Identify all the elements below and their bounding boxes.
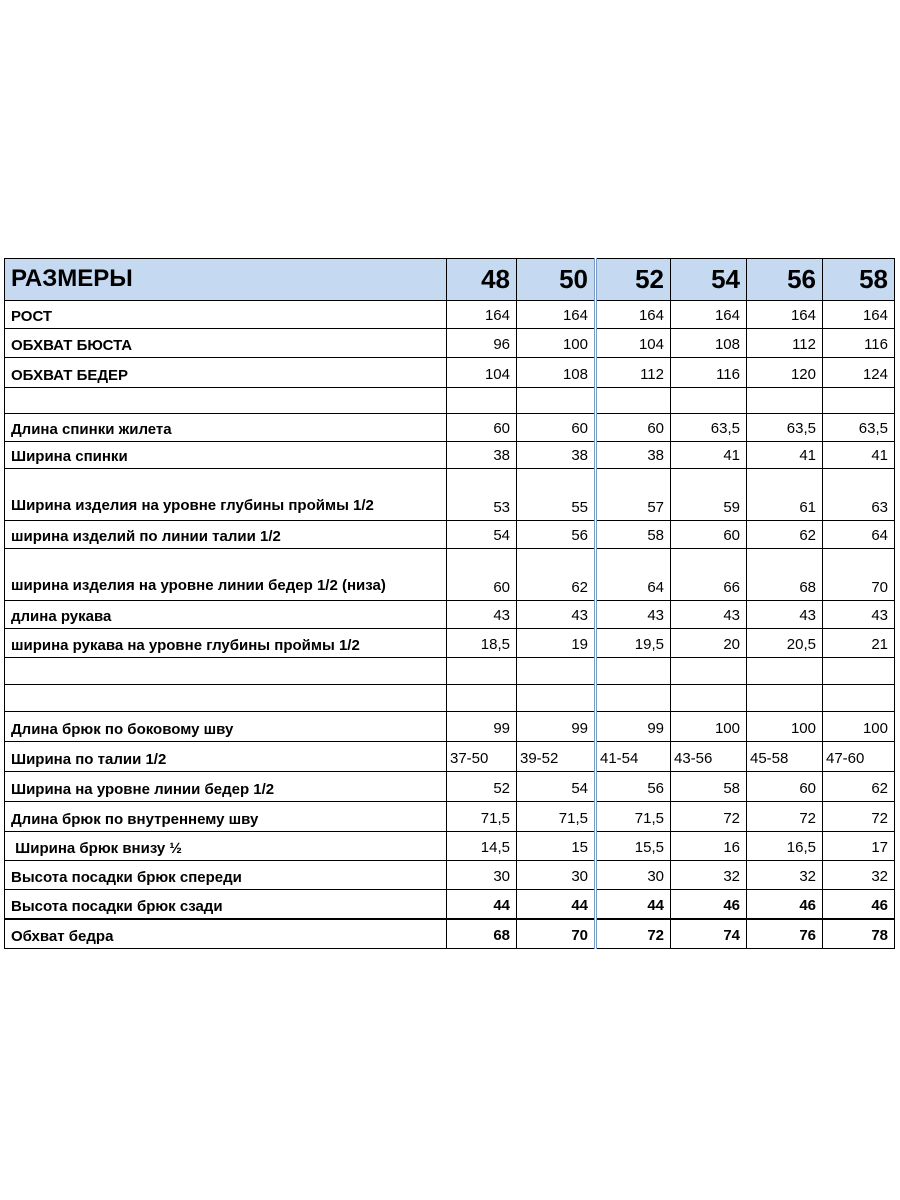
- table-row: [5, 658, 895, 685]
- table-row: [5, 919, 895, 949]
- cell: 116: [823, 329, 895, 358]
- cell: 100: [823, 712, 895, 742]
- cell: 38: [517, 442, 596, 469]
- cell: 108: [517, 358, 596, 388]
- cell: [596, 658, 671, 685]
- table-row: [5, 712, 895, 742]
- table-row: [5, 521, 895, 549]
- cell: [747, 685, 823, 712]
- cell: 99: [517, 712, 596, 742]
- row-label: ОБХВАТ БЕДЕР: [5, 358, 447, 388]
- cell: 112: [747, 329, 823, 358]
- size-header: 56: [747, 259, 823, 301]
- table-row: [5, 388, 895, 414]
- cell: 32: [671, 861, 747, 890]
- cell: 19,5: [596, 629, 671, 658]
- table-row: [5, 442, 895, 469]
- size-chart-table: [4, 258, 895, 949]
- cell: 164: [447, 301, 517, 329]
- cell: 54: [447, 521, 517, 549]
- cell: 43: [823, 601, 895, 629]
- cell: [671, 388, 747, 414]
- header-row: [5, 259, 895, 301]
- table-row: [5, 601, 895, 629]
- cell: 72: [671, 802, 747, 832]
- cell: 60: [447, 549, 517, 601]
- cell: [447, 388, 517, 414]
- table-row: [5, 329, 895, 358]
- cell: 72: [747, 802, 823, 832]
- cell: 45-58: [747, 742, 823, 772]
- cell: 43: [747, 601, 823, 629]
- cell: 58: [596, 521, 671, 549]
- cell: 71,5: [447, 802, 517, 832]
- row-label: Ширина по талии 1/2: [5, 742, 447, 772]
- cell: 70: [823, 549, 895, 601]
- table-row: [5, 301, 895, 329]
- row-label: Ширина на уровне линии бедер 1/2: [5, 772, 447, 802]
- cell: 74: [671, 919, 747, 949]
- cell: [517, 658, 596, 685]
- cell: 47-60: [823, 742, 895, 772]
- cell: 43: [517, 601, 596, 629]
- cell: 43: [671, 601, 747, 629]
- row-label: Длина спинки жилета: [5, 414, 447, 442]
- cell: 100: [747, 712, 823, 742]
- row-label: ширина изделий по линии талии 1/2: [5, 521, 447, 549]
- table-row: [5, 414, 895, 442]
- size-header: 58: [823, 259, 895, 301]
- cell: 60: [517, 414, 596, 442]
- cell: 96: [447, 329, 517, 358]
- cell: 41-54: [596, 742, 671, 772]
- cell: 63,5: [671, 414, 747, 442]
- row-label: Обхват бедра: [5, 919, 447, 949]
- table-row: [5, 549, 895, 601]
- cell: 62: [823, 772, 895, 802]
- cell: 78: [823, 919, 895, 949]
- cell: 54: [517, 772, 596, 802]
- cell: 100: [671, 712, 747, 742]
- row-label: Ширина спинки: [5, 442, 447, 469]
- cell: 41: [671, 442, 747, 469]
- size-header: 50: [517, 259, 596, 301]
- cell: 59: [671, 469, 747, 521]
- cell: 37-50: [447, 742, 517, 772]
- row-label: [5, 658, 447, 685]
- row-label: ширина рукава на уровне глубины проймы 1/2: [5, 629, 447, 658]
- cell: 16: [671, 832, 747, 861]
- cell: 43: [447, 601, 517, 629]
- cell: 43-56: [671, 742, 747, 772]
- cell: 30: [596, 861, 671, 890]
- size-header: 54: [671, 259, 747, 301]
- cell: 70: [517, 919, 596, 949]
- cell: 19: [517, 629, 596, 658]
- cell: 76: [747, 919, 823, 949]
- cell: 68: [747, 549, 823, 601]
- cell: [596, 388, 671, 414]
- cell: 56: [517, 521, 596, 549]
- table-row: [5, 861, 895, 890]
- cell: 46: [671, 890, 747, 919]
- cell: 20,5: [747, 629, 823, 658]
- cell: 61: [747, 469, 823, 521]
- row-label: Ширина брюк внизу ½: [5, 832, 447, 861]
- size-header: 48: [447, 259, 517, 301]
- table-row: [5, 742, 895, 772]
- table-row: [5, 685, 895, 712]
- cell: 44: [447, 890, 517, 919]
- cell: 108: [671, 329, 747, 358]
- cell: 112: [596, 358, 671, 388]
- cell: 71,5: [596, 802, 671, 832]
- row-label: Ширина изделия на уровне глубины проймы 1/2: [5, 469, 447, 521]
- cell: [747, 658, 823, 685]
- table-row: [5, 802, 895, 832]
- row-label: Длина брюк по внутреннему шву: [5, 802, 447, 832]
- cell: 18,5: [447, 629, 517, 658]
- cell: 52: [447, 772, 517, 802]
- cell: 64: [823, 521, 895, 549]
- cell: 46: [823, 890, 895, 919]
- cell: 21: [823, 629, 895, 658]
- cell: 164: [517, 301, 596, 329]
- cell: 68: [447, 919, 517, 949]
- row-label: ОБХВАТ БЮСТА: [5, 329, 447, 358]
- cell: 63: [823, 469, 895, 521]
- cell: 57: [596, 469, 671, 521]
- row-label: [5, 388, 447, 414]
- cell: 63,5: [823, 414, 895, 442]
- cell: 30: [447, 861, 517, 890]
- row-label: [5, 685, 447, 712]
- cell: 41: [747, 442, 823, 469]
- row-label: РОСТ: [5, 301, 447, 329]
- cell: 64: [596, 549, 671, 601]
- cell: 41: [823, 442, 895, 469]
- cell: 55: [517, 469, 596, 521]
- cell: 99: [447, 712, 517, 742]
- cell: 60: [447, 414, 517, 442]
- cell: 32: [747, 861, 823, 890]
- cell: [671, 685, 747, 712]
- cell: 20: [671, 629, 747, 658]
- cell: 164: [823, 301, 895, 329]
- cell: 116: [671, 358, 747, 388]
- cell: [823, 685, 895, 712]
- cell: 46: [747, 890, 823, 919]
- cell: 63,5: [747, 414, 823, 442]
- cell: 39-52: [517, 742, 596, 772]
- cell: 44: [517, 890, 596, 919]
- cell: 164: [671, 301, 747, 329]
- cell: 38: [596, 442, 671, 469]
- cell: [823, 658, 895, 685]
- cell: [447, 658, 517, 685]
- cell: 62: [747, 521, 823, 549]
- table-row: [5, 629, 895, 658]
- cell: 62: [517, 549, 596, 601]
- cell: 58: [671, 772, 747, 802]
- row-label: Длина брюк по боковому шву: [5, 712, 447, 742]
- size-header: 52: [596, 259, 671, 301]
- cell: 60: [596, 414, 671, 442]
- cell: 60: [671, 521, 747, 549]
- table-row: [5, 469, 895, 521]
- cell: [596, 685, 671, 712]
- table-row: [5, 890, 895, 919]
- row-label: Высота посадки брюк спереди: [5, 861, 447, 890]
- cell: 100: [517, 329, 596, 358]
- cell: 32: [823, 861, 895, 890]
- cell: 16,5: [747, 832, 823, 861]
- cell: [823, 388, 895, 414]
- cell: 120: [747, 358, 823, 388]
- cell: 38: [447, 442, 517, 469]
- cell: 164: [596, 301, 671, 329]
- cell: 99: [596, 712, 671, 742]
- cell: 66: [671, 549, 747, 601]
- row-label: ширина изделия на уровне линии бедер 1/2 (низа): [5, 549, 447, 601]
- table-row: [5, 772, 895, 802]
- header-label: РАЗМЕРЫ: [5, 259, 447, 301]
- table-row: [5, 832, 895, 861]
- table-row: [5, 358, 895, 388]
- cell: 60: [747, 772, 823, 802]
- cell: 17: [823, 832, 895, 861]
- cell: 15,5: [596, 832, 671, 861]
- cell: 164: [747, 301, 823, 329]
- cell: 44: [596, 890, 671, 919]
- cell: [671, 658, 747, 685]
- cell: [447, 685, 517, 712]
- cell: 53: [447, 469, 517, 521]
- cell: 14,5: [447, 832, 517, 861]
- cell: 104: [447, 358, 517, 388]
- cell: 72: [596, 919, 671, 949]
- cell: 56: [596, 772, 671, 802]
- cell: 104: [596, 329, 671, 358]
- cell: [517, 685, 596, 712]
- cell: [747, 388, 823, 414]
- cell: 72: [823, 802, 895, 832]
- row-label: длина рукава: [5, 601, 447, 629]
- row-label: Высота посадки брюк сзади: [5, 890, 447, 919]
- cell: 124: [823, 358, 895, 388]
- cell: 30: [517, 861, 596, 890]
- cell: 71,5: [517, 802, 596, 832]
- cell: 15: [517, 832, 596, 861]
- cell: 43: [596, 601, 671, 629]
- cell: [517, 388, 596, 414]
